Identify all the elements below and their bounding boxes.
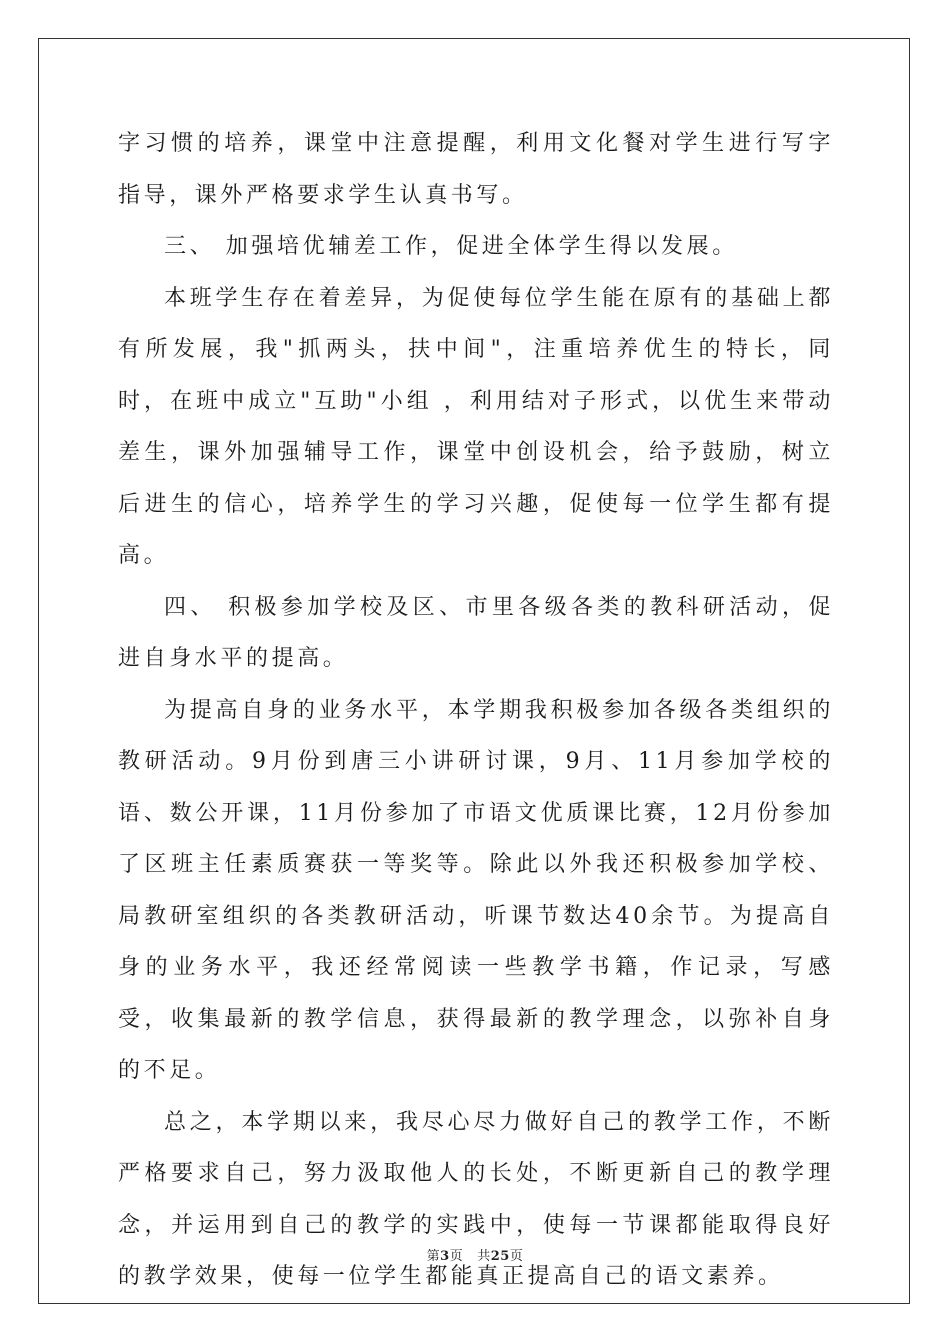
footer-page-prefix: 第: [426, 1249, 441, 1264]
paragraph-4: 四、 积极参加学校及区、市里各级各类的教科研活动，促进自身水平的提高。: [118, 594, 834, 671]
paragraph-5: 为提高自身的业务水平，本学期我积极参加各级各类组织的教研活动。9月份到唐三小讲研讨课，9月、11月参加学校的语、数公开课，11月份参加了市语文优质课比赛，12月份参加了区班主任素质赛获一等奖等。除此以外我还积极参加学校、局教研室组织的各类教研活动，听课节数达40余节。为提高自身的业务水平，我还经常阅读一些教学书籍，作记录，写感受，收集最新的教学信息，获得最新的教学理念，以弥补自身的不足。: [118, 697, 834, 1083]
paragraph-2: 三、 加强培优辅差工作，促进全体学生得以发展。: [164, 234, 738, 259]
footer-page-suffix: 页: [449, 1249, 464, 1264]
footer-total-suffix: 页: [509, 1249, 524, 1264]
page-footer: [0, 1245, 950, 1264]
paragraph-6: 总之，本学期以来，我尽心尽力做好自己的教学工作，不断严格要求自己，努力汲取他人的长处，不断更新自己的教学理念，并运用到自己的教学的实践中，使每一节课都能取得良好的教学效果，使每一位学生都能真正提高自己的语文素养。: [118, 1109, 834, 1289]
footer-page-number: 3: [440, 1249, 450, 1264]
footer-total-pages: 25: [490, 1249, 510, 1264]
document-body: [118, 118, 834, 1303]
paragraph-1: 字习惯的培养，课堂中注意提醒，利用文化餐对学生进行写字指导，课外严格要求学生认真书写。: [118, 131, 834, 208]
footer-total-prefix: 共: [477, 1249, 491, 1264]
paragraph-3: 本班学生存在着差异，为促使每位学生能在原有的基础上都有所发展，我"抓两头，扶中间"，注重培养优生的特长，同时，在班中成立"互助"小组 ，利用结对子形式，以优生来带动差生，课外加强辅导工作，课堂中创设机会，给予鼓励，树立后进生的信心，培养学生的学习兴趣，促使每一位学生都有提高。: [118, 285, 834, 568]
